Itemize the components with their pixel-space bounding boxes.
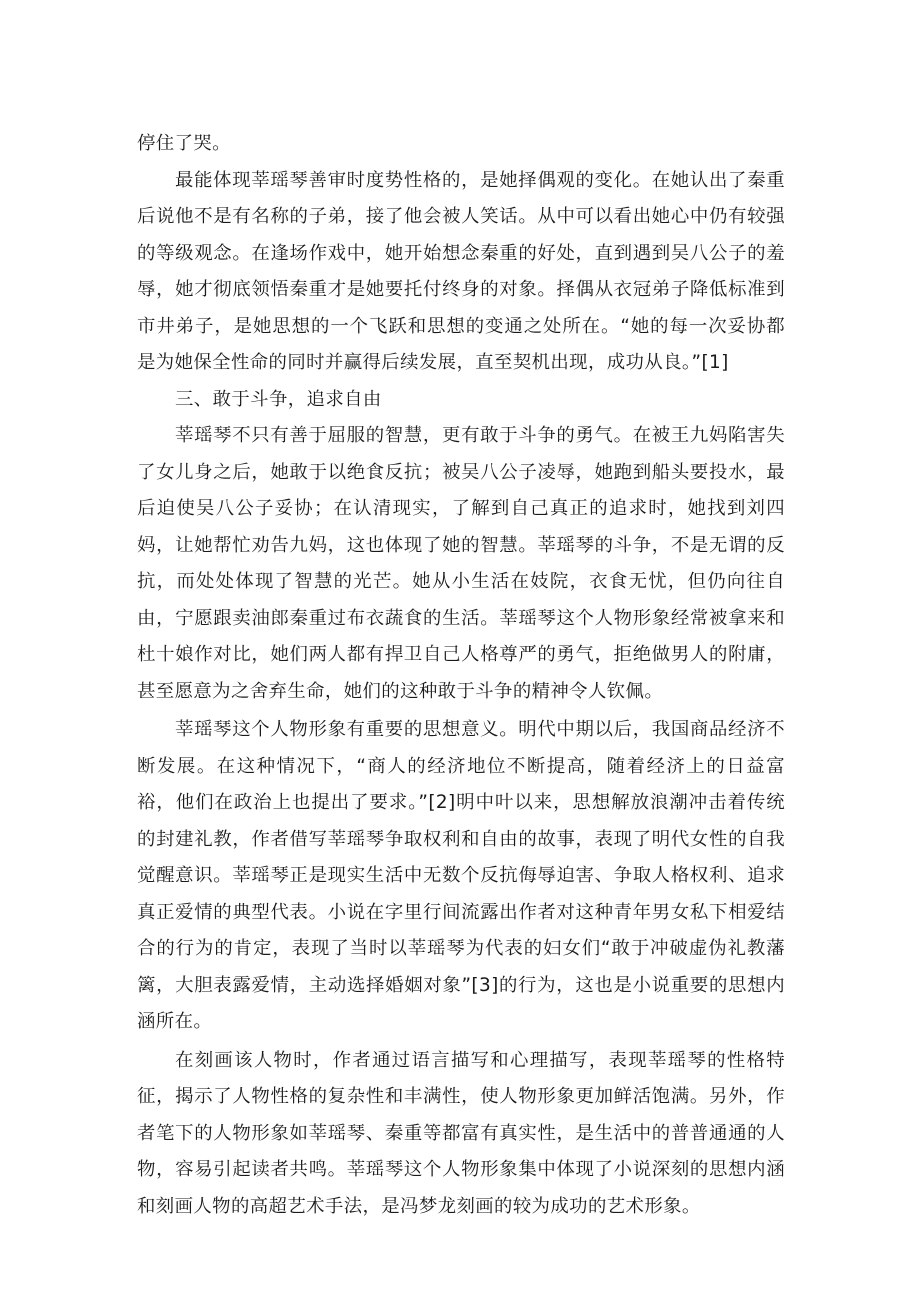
paragraph-mate-choice: 最能体现莘瑶琴善审时度势性格的，是她择偶观的变化。在她认出了秦重后说他不是有名称的子弟，接了他会被人笑话。从中可以看出她心中仍有较强的等级观念。在逢场作戏中，她开始想念秦重的好处，直到遇到吴八公子的羞辱，她才彻底领悟秦重才是她要托付终身的对象。择偶从衣冠弟子降低标准到市井弟子，是她思想的一个飞跃和思想的变通之处所在。“她的每一次妥协都是为她保全性命的同时并赢得后续发展，直至契机出现，成功从良。”[1] <box>137 169 785 373</box>
paragraph-art-technique: 在刻画该人物时，作者通过语言描写和心理描写，表现莘瑶琴的性格特征，揭示了人物性格的复杂性和丰满性，使人物形象更加鲜活饱满。另外，作者笔下的人物形象如莘瑶琴、秦重等都富有真实性，是生活中的普普通通的人物，容易引起读者共鸣。莘瑶琴这个人物形象集中体现了小说深刻的思想内涵和刻画人物的高超艺术手法，是冯梦龙刻画的较为成功的艺术形象。 <box>137 1049 785 1217</box>
paragraph-significance: 莘瑶琴这个人物形象有重要的思想意义。明代中期以后，我国商品经济不断发展。在这种情况下，“商人的经济地位不断提高，随着经济上的日益富裕，他们在政治上也提出了要求。”[2]明中叶以来，思想解放浪潮冲击着传统的封建礼教，作者借写莘瑶琴争取权利和自由的故事，表现了明代女性的自我觉醒意识。莘瑶琴正是现实生活中无数个反抗侮辱迫害、争取人格权利、追求真正爱情的典型代表。小说在字里行间流露出作者对这种青年男女私下相爱结合的行为的肯定，表现了当时以莘瑶琴为代表的妇女们“敢于冲破虚伪礼教藩篱，大胆表露爱情，主动选择婚姻对象”[3]的行为，这也是小说重要的思想内涵所在。 <box>137 719 785 1032</box>
paragraph-struggle: 莘瑶琴不只有善于屈服的智慧，更有敢于斗争的勇气。在被王九妈陷害失了女儿身之后，她敢于以绝食反抗；被吴八公子凌辱，她跑到船头要投水，最后迫使吴八公子妥协；在认清现实，了解到自己真正的追求时，她找到刘四妈，让她帮忙劝告九妈，这也体现了她的智慧。莘瑶琴的斗争，不是无谓的反抗，而处处体现了智慧的光芒。她从小生活在妓院，衣食无忧，但仍向往自由，宁愿跟卖油郎秦重过布衣蔬食的生活。莘瑶琴这个人物形象经常被拿来和杜十娘作对比，她们两人都有捍卫自己人格尊严的勇气，拒绝做男人的附庸，甚至愿意为之舍弃生命，她们的这种敢于斗争的精神令人钦佩。 <box>137 425 785 702</box>
section-heading-three: 三、敢于斗争，追求自由 <box>175 388 382 410</box>
document-body <box>137 126 785 1225</box>
paragraph-continuation: 停住了哭。 <box>137 133 231 154</box>
